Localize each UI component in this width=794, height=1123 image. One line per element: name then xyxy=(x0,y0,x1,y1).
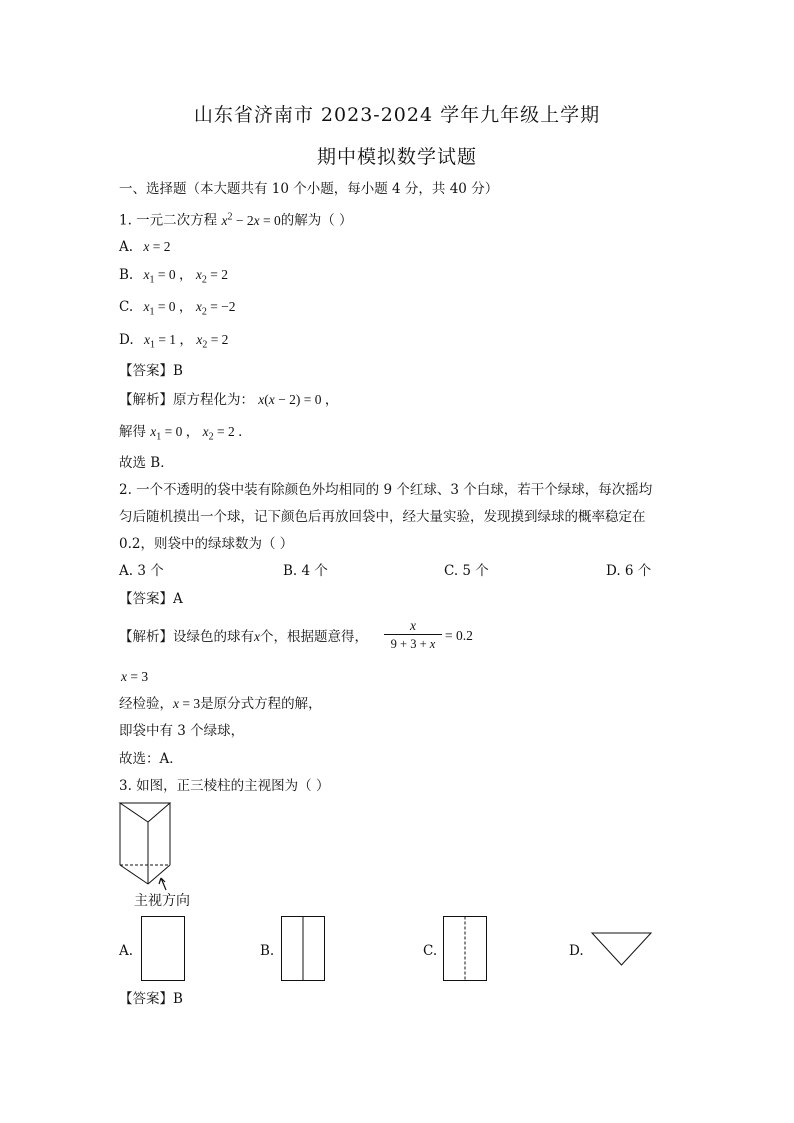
prism-figure xyxy=(112,800,202,892)
q1-analysis xyxy=(119,391,338,409)
q2-bag-text: 即袋中有 3 个绿球， xyxy=(119,723,245,739)
q1-option-d xyxy=(119,331,228,355)
view-direction-label: 主视方向 xyxy=(134,893,190,909)
q2-fraction xyxy=(384,618,442,653)
q2-check-suffix: 是原分式方程的解， xyxy=(200,696,322,712)
q1-option-a-label: A. xyxy=(119,239,134,255)
q1-equation: $x^2 - 2x = 0$ xyxy=(221,211,281,228)
q1-solution xyxy=(119,423,252,447)
q3-option-a-label: A. xyxy=(119,943,134,959)
q2-analysis xyxy=(119,628,368,646)
q2-option-b: B. 4 个 xyxy=(283,563,328,579)
q2-stem-line3: 0.2，则袋中的绿球数为（ ） xyxy=(119,536,294,552)
q2-fraction-denominator: 9 + 3 + x xyxy=(384,634,442,653)
q2-stem-line2: 匀后随机摸出一个球，记下颜色后再放回袋中，经大量实验，发现摸到绿球的概率稳定在 xyxy=(119,509,646,525)
q1-option-a-math: x = 2 xyxy=(143,239,171,254)
q1-analysis-prefix: 【解析】原方程化为： xyxy=(119,392,254,408)
option-d-triangle xyxy=(592,933,651,965)
q3-option-d-label: D. xyxy=(569,943,584,959)
q3-option-d-figure xyxy=(590,930,654,968)
q2-check-prefix: 经检验， xyxy=(119,696,173,712)
q1-analysis-math: x(x − 2) = 0 ， xyxy=(258,392,339,407)
q3-stem: 3. 如图，正三棱柱的主视图为（ ） xyxy=(119,778,330,794)
q2-check xyxy=(119,695,322,713)
q3-option-a-figure xyxy=(141,916,187,982)
q2-option-a: A. 3 个 xyxy=(119,563,164,579)
q1-option-d-math: $x_1 = 1$ ， $x_2 = 2$ xyxy=(143,332,229,351)
q2-analysis-mid: 个，根据题意得， xyxy=(260,629,368,645)
q1-option-c-math: $x_1 = 0$ ， $x_2 = -2$ xyxy=(143,299,236,318)
view-direction-arrow-icon xyxy=(159,878,166,890)
q1-stem xyxy=(119,208,353,230)
q2-x-result: x = 3 xyxy=(121,669,149,684)
prism-bottom-right-edge xyxy=(148,865,170,884)
q3-answer: 【答案】B xyxy=(119,991,183,1007)
q1-answer: 【答案】B xyxy=(119,363,183,379)
section-heading: 一、选择题（本大题共有 10 个小题，每小题 4 分，共 40 分） xyxy=(119,181,499,197)
q2-option-d: D. 6 个 xyxy=(606,563,652,579)
q2-fraction-rhs: = 0.2 xyxy=(445,628,473,643)
q1-conclusion: 故选 B． xyxy=(119,455,174,471)
q2-conclusion: 故选：A． xyxy=(119,751,183,767)
q2-analysis-prefix: 【解析】设绿色的球有 xyxy=(119,629,254,645)
q1-option-a xyxy=(119,238,170,256)
doc-title-line2: 期中模拟数学试题 xyxy=(316,146,477,168)
q1-option-c-label: C. xyxy=(119,299,134,315)
q1-solution-math: $x_1 = 0$ ， $x_2 = 2$ ． xyxy=(150,424,252,443)
q2-stem-line1: 2. 一个不透明的袋中装有除颜色外均相同的 9 个红球、3 个白球，若干个绿球，每次摇均 xyxy=(119,482,653,498)
prism-bottom-left-edge xyxy=(120,865,148,884)
q3-option-c-label: C. xyxy=(423,943,438,959)
q1-option-b-math: $x_1 = 0$ ， $x_2 = 2$ xyxy=(143,267,229,286)
q1-option-b xyxy=(119,266,228,290)
option-a-rectangle xyxy=(142,917,185,981)
q2-answer: 【答案】A xyxy=(119,591,183,607)
q1-solution-prefix: 解得 xyxy=(119,424,146,440)
q3-option-b-label: B. xyxy=(260,943,275,959)
q1-stem-suffix: 的解为（ ） xyxy=(280,212,353,229)
q2-check-math: x = 3 xyxy=(173,696,201,711)
q3-option-b-figure xyxy=(281,916,327,982)
q1-option-b-label: B. xyxy=(119,267,134,283)
q3-option-c-figure xyxy=(443,916,489,982)
q1-option-d-label: D. xyxy=(119,332,134,348)
q2-option-c: C. 5 个 xyxy=(444,563,489,579)
prism-top-face xyxy=(120,803,170,822)
q2-fraction-numerator: x xyxy=(410,618,416,633)
q1-stem-prefix: 1. 一元二次方程 xyxy=(119,212,218,229)
doc-title-line1: 山东省济南市 2023-2024 学年九年级上学期 xyxy=(193,104,601,126)
q2-var-x: x xyxy=(254,629,260,644)
q1-option-c xyxy=(119,298,236,322)
